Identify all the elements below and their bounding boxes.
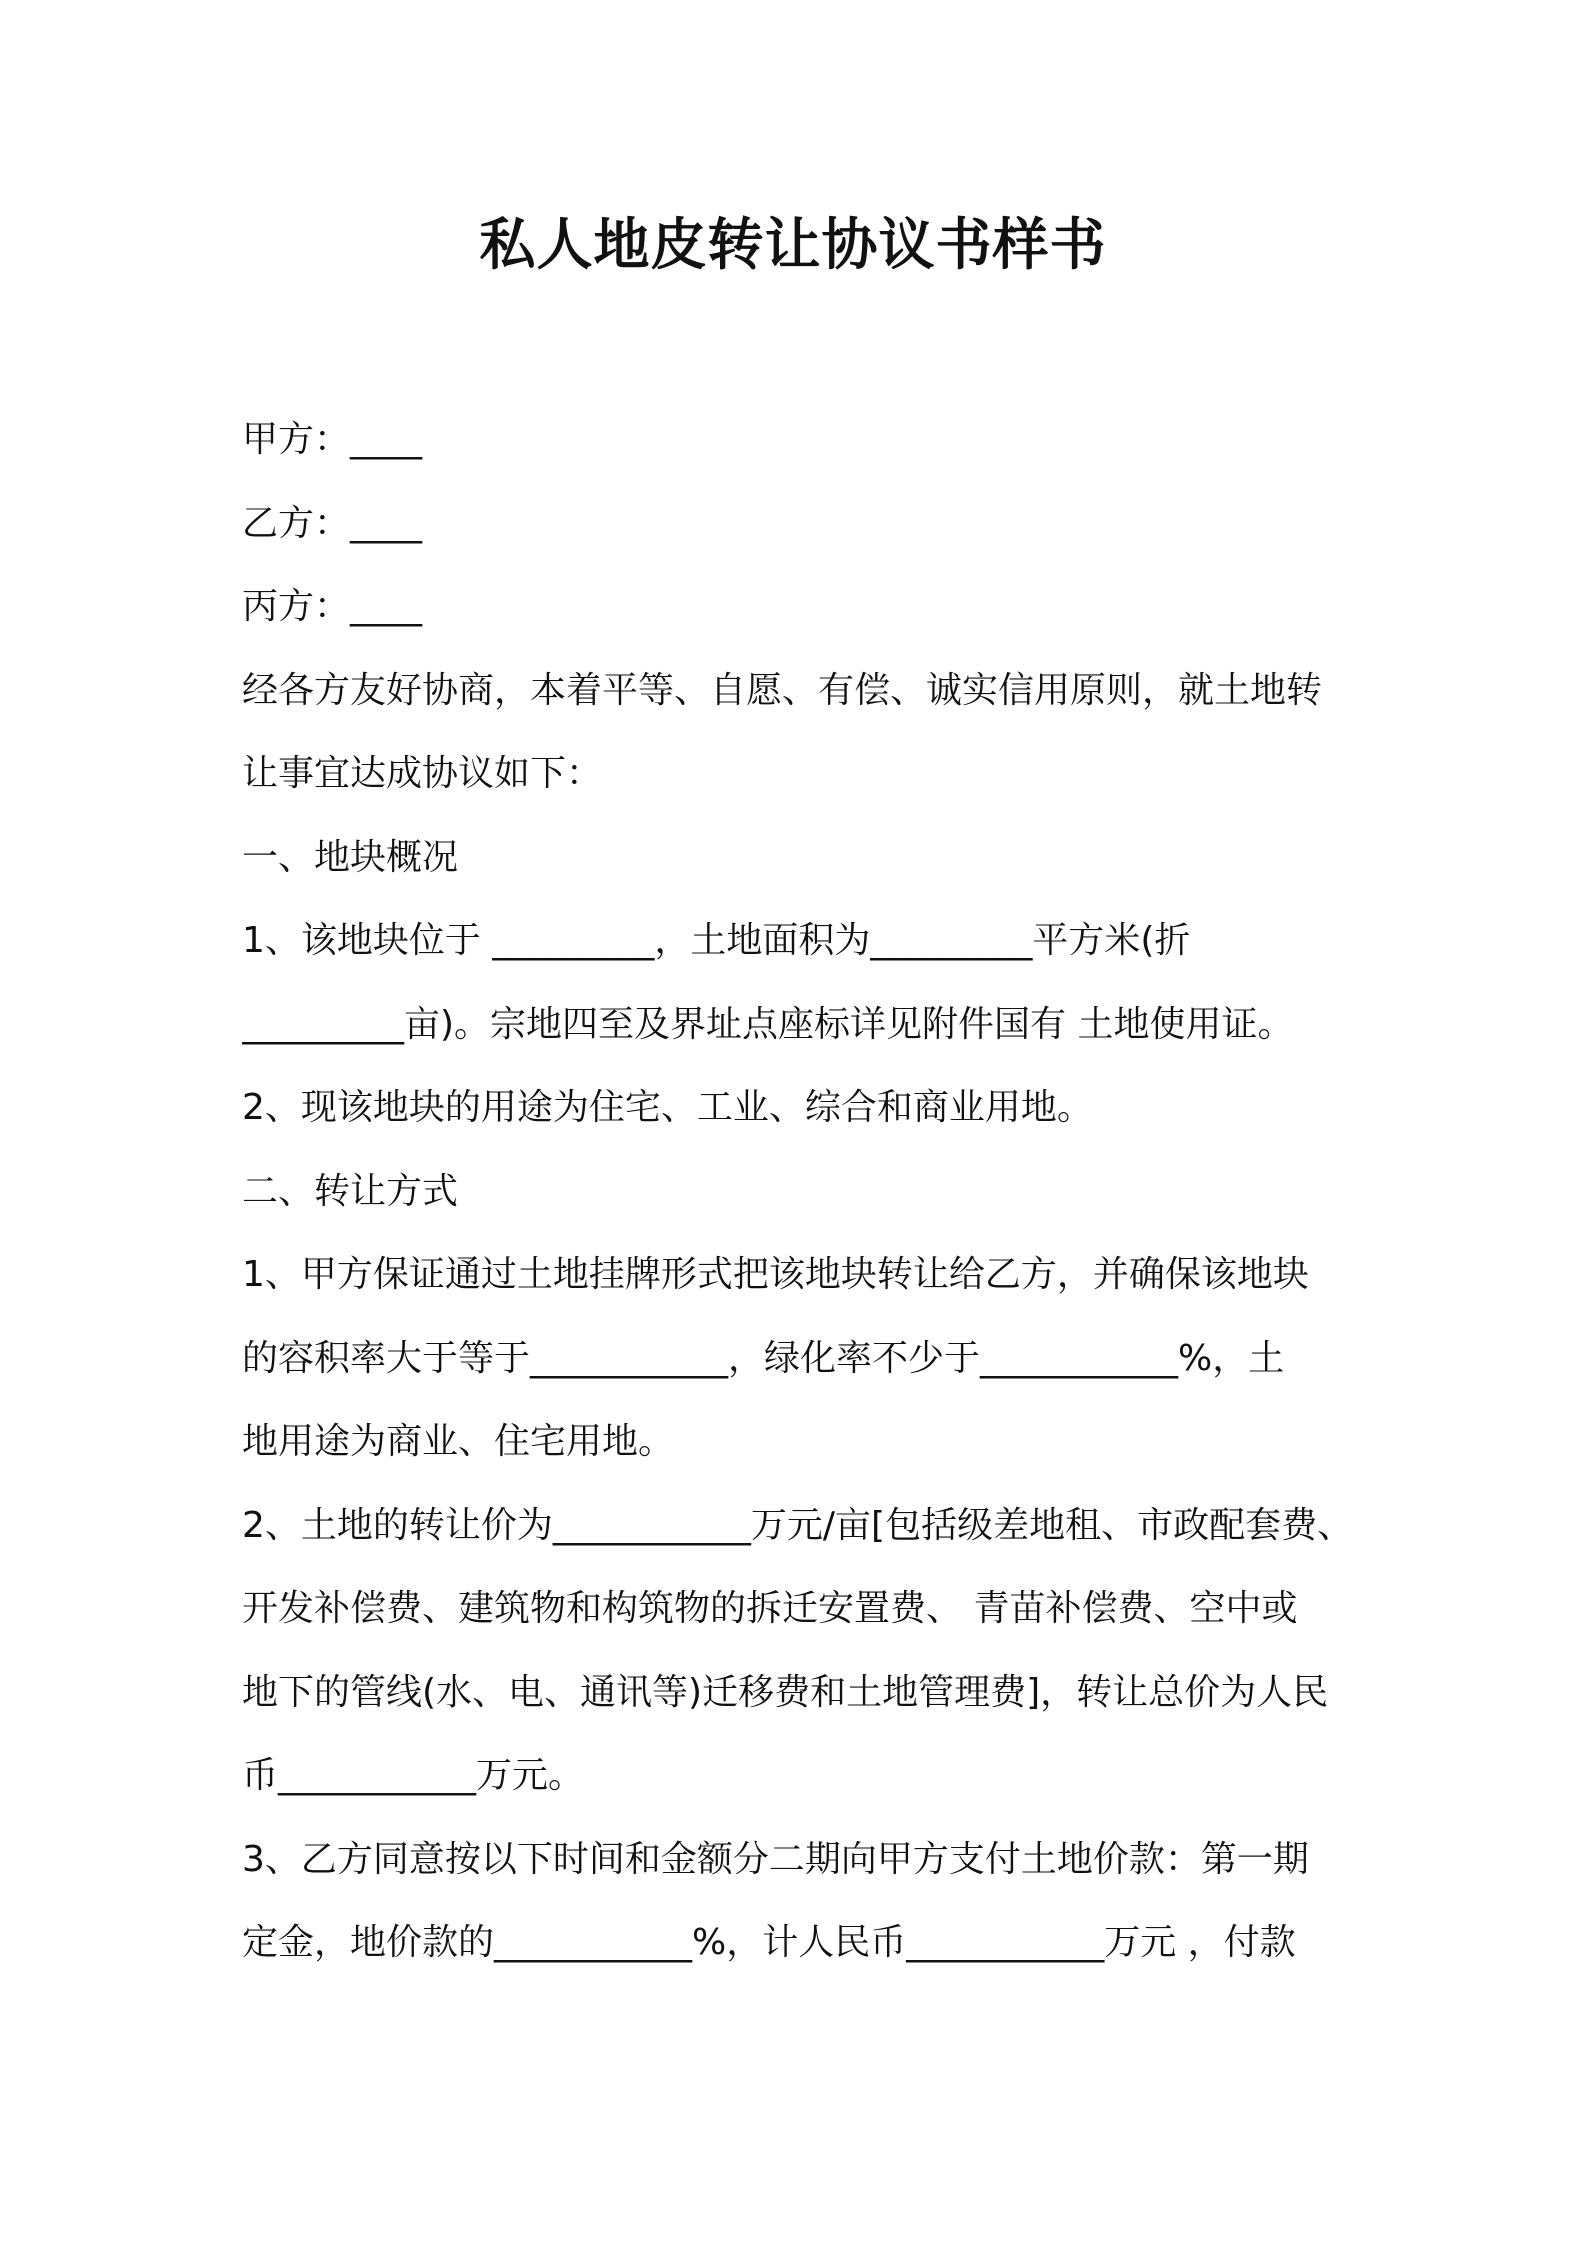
clause-2-1-line-3: 地用途为商业、住宅用地。 <box>242 1421 675 1462</box>
clause-2-3-line-2: 定金，地价款的___________%，计人民币___________万元 ，付款 <box>242 1922 1296 1963</box>
clause-2-2-line-4: 币___________万元。 <box>242 1755 585 1796</box>
clause-2-2-line-2: 开发补偿费、建筑物和构筑物的拆迁安置费、 青苗补偿费、空中或 <box>242 1588 1298 1629</box>
party-b-line: 乙方：____ <box>242 502 423 544</box>
clause-2-2-line-1: 2、土地的转让价为___________万元/亩[包括级差地租、市政配套费、 <box>242 1504 1354 1546</box>
section-heading-plot-overview: 一、地块概况 <box>242 836 459 878</box>
clause-2-2-line-3: 地下的管线(水、电、通讯等)迁移费和土地管理费]，转让总价为人民 <box>242 1671 1329 1713</box>
clause-2-1-line-2: 的容积率大于等于___________，绿化率不少于___________%，土 <box>242 1337 1285 1379</box>
clause-2-1-line-1: 1、甲方保证通过土地挂牌形式把该地块转让给乙方，并确保该地块 <box>242 1254 1309 1295</box>
clause-2-3-line-1: 3、乙方同意按以下时间和金额分二期向甲方支付土地价款：第一期 <box>242 1838 1309 1880</box>
clause-1-1-line-1: 1、该地块位于 _________，土地面积为_________平方米(折 <box>242 920 1191 961</box>
preamble-line-1: 经各方友好协商，本着平等、自愿、有偿、诚实信用原则，就土地转 <box>242 669 1323 711</box>
section-heading-transfer-method: 二、转让方式 <box>242 1170 459 1212</box>
document-body <box>242 398 1362 1985</box>
clause-1-2-line-1: 2、现该地块的用途为住宅、工业、综合和商业用地。 <box>242 1087 1093 1128</box>
party-a-line: 甲方：____ <box>242 419 423 460</box>
document-title: 私人地皮转让协议书样书 <box>479 213 1107 278</box>
preamble-line-2: 让事宜达成协议如下： <box>242 753 603 794</box>
party-c-line: 丙方：____ <box>242 586 423 627</box>
clause-1-1-line-2: _________亩)。宗地四至及界址点座标详见附件国有 土地使用证。 <box>242 1003 1294 1045</box>
